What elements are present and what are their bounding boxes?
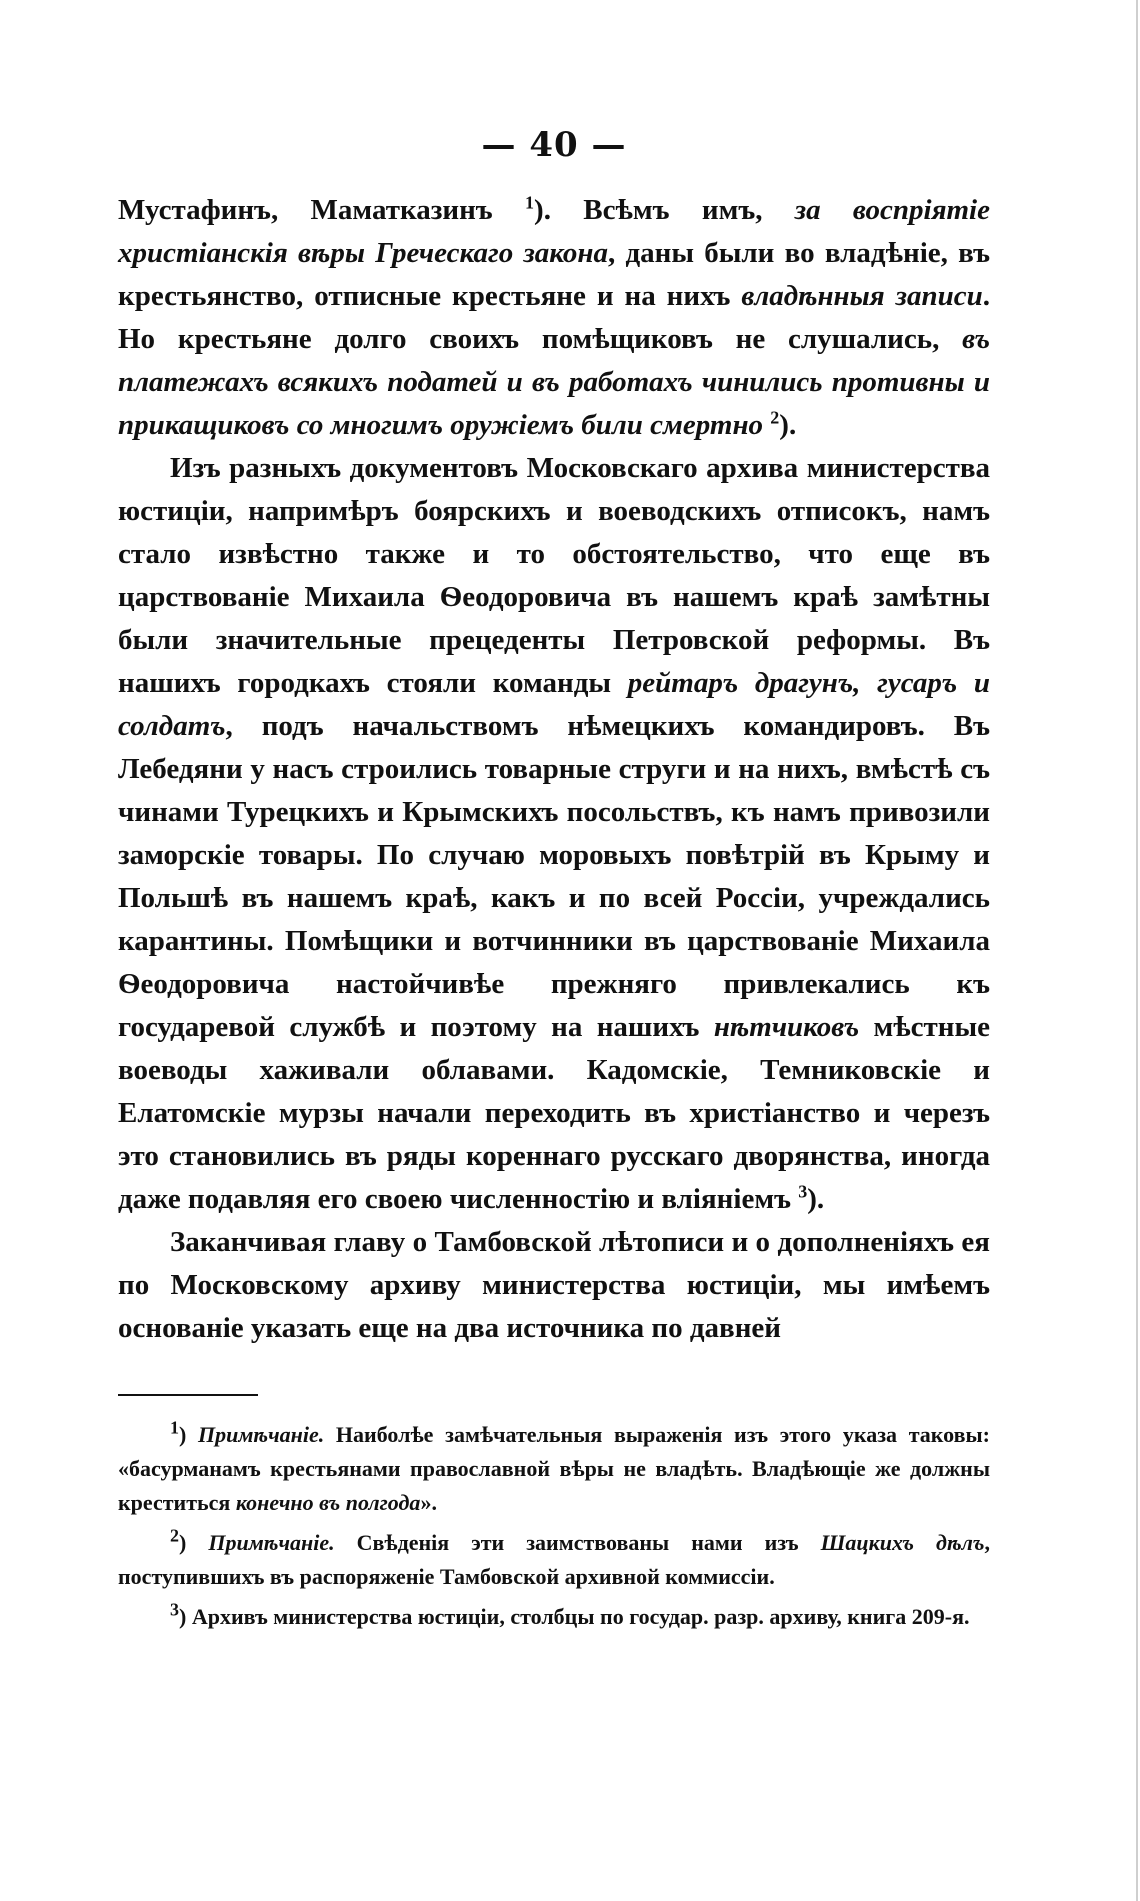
p3-text-1: Заканчивая главу о Тамбовской лѣтописи и о дополненіяхъ ея по Московскому архиву министерства юстиціи, мы имѣемъ основаніе указать еще на два источника по давней <box>118 1226 990 1344</box>
p2-italic-1: рейтаръ драгунъ, гусаръ и солдатъ <box>118 667 990 742</box>
footnote-2-text-1: Свѣденія эти заимствованы нами изъ <box>334 1530 821 1555</box>
p1-text-2: ). Всѣмъ имъ, <box>534 194 795 226</box>
footnote-3: $^3$) Архивъ министерства юстиціи, столбцы по государ. разр. архиву, книга 209-я. <box>170 1599 970 1629</box>
footnote-separator <box>118 1394 258 1396</box>
footnote-2-italic: Шацкихъ дѣлъ <box>820 1530 985 1555</box>
book-page <box>118 125 990 1640</box>
page-edge-line <box>1136 0 1138 1901</box>
p1-italic-2: владѣнныя записи <box>741 280 983 312</box>
p2-text-3: мѣстные воеводы хаживали облавами. Кадомскіе, Темниковскіе и Елатомскіе мурзы начали переходить въ христіанство и черезъ это становились въ ряды кореннаго русскаго дворянства, иногда даже подавляя его своею численностію и вліяніемъ <box>118 1011 990 1215</box>
paragraph-1 <box>118 189 990 447</box>
footnote-1-mark: 1 <box>170 1417 179 1438</box>
footnote-1-text-2: ». <box>420 1490 437 1515</box>
p1-italic-1: за воспріятіе христіанскія вѣры Греческаго закона <box>118 194 990 269</box>
paragraph-3 <box>118 1221 990 1350</box>
footnote-1: $^1$) Примѣчаніе. Наиболѣе замѣчательныя выраженія изъ этого указа таковы: «басурманамъ крестьянами православной вѣры не владѣть. Владѣющіе же должны креститься конечно въ полгода». <box>118 1417 991 1515</box>
footnote-ref-3: 3 <box>798 1181 808 1202</box>
paragraph-2 <box>118 447 990 1221</box>
p1-text-4: . Но крестьяне долго своихъ помѣщиковъ не слушались, <box>118 280 990 355</box>
footnote-ref-1: 1 <box>525 192 535 213</box>
footnote-1-italic: конечно въ полгода <box>235 1490 421 1515</box>
p2-text-1: Изъ разныхъ документовъ Московскаго архива министерства юстиціи, напримѣръ боярскихъ и воеводскихъ отписокъ, намъ стало извѣстно также и то обстоятельство, что еще въ царствованіе Михаила Ѳеодоровича въ нашемъ краѣ замѣтны были значительные прецеденты Петровской реформы. Въ нашихъ городкахъ стояли команды <box>118 452 990 699</box>
p2-text-2: , подъ начальствомъ нѣмецкихъ командировъ. Въ Лебедяни у насъ строились товарные струги и на нихъ, вмѣстѣ съ чинами Турецкихъ и Крымскихъ посольствъ, къ намъ привозили заморскіе товары. По случаю моровыхъ повѣтрій въ Крыму и Польшѣ въ нашемъ краѣ, какъ и по всей Россіи, учреждались карантины. Помѣщики и вотчинники въ царствованіе Михаила Ѳеодоровича настойчивѣе прежняго привлекались къ государевой службѣ и поэтому на нашихъ <box>118 710 990 1043</box>
p1-text-3: , даны были во владѣніе, въ крестьянство, отписные крестьяне и на нихъ <box>118 237 990 312</box>
footnote-3-text: Архивъ министерства юстиціи, столбцы по государ. разр. архиву, книга 209-я. <box>186 1604 970 1629</box>
p1-text-1: Мустафинъ, Маматказинъ <box>118 194 526 226</box>
footnote-2: $^2$) Примѣчаніе. Свѣденія эти заимствованы нами изъ Шацкихъ дѣлъ, поступившихъ въ распоряженіе Тамбовской архивной коммиссіи. <box>118 1525 991 1589</box>
footnote-2-label: Примѣчаніе. <box>208 1530 335 1555</box>
page-number: — 40 — <box>481 125 627 165</box>
p1-text-6: ). <box>779 409 797 441</box>
p1-italic-3: въ платежахъ всякихъ податей и въ работахъ чинились противны и прикащиковъ со многимъ оружіемъ били смертно <box>118 323 990 441</box>
footnote-3-mark: 3 <box>170 1599 179 1620</box>
p2-italic-2: нѣтчиковъ <box>713 1011 860 1043</box>
footnote-ref-2: 2 <box>770 407 780 428</box>
footnote-1-label: Примѣчаніе. <box>198 1422 325 1447</box>
footnote-2-text-2: , поступившихъ въ распоряженіе Тамбовской архивной коммиссіи. <box>118 1530 991 1589</box>
footnote-1-text-1: Наиболѣе замѣчательныя выраженія изъ этого указа таковы: «басурманамъ крестьянами православной вѣры не владѣть. Владѣющіе же должны креститься <box>118 1422 991 1515</box>
footnote-2-mark: 2 <box>170 1525 179 1546</box>
p2-text-4: ). <box>807 1183 825 1215</box>
